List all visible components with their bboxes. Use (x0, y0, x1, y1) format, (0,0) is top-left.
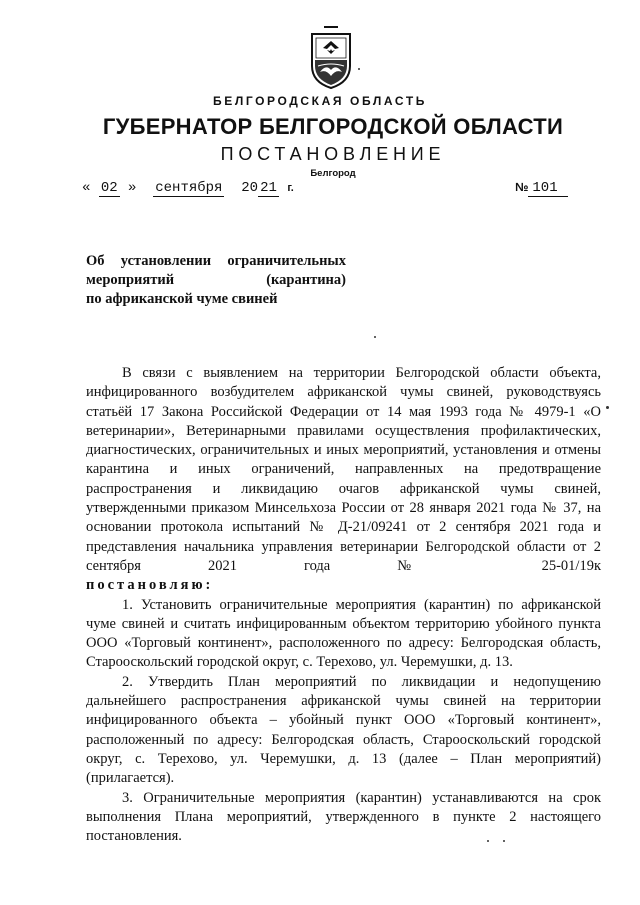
document-body (86, 364, 601, 846)
item-2-paragraph: 2. Утвердить План мероприятий по ликвидации и недопущению дальнейшего распространения африканской чумы свиней на территории инфицированного объекта – убойный пункт ООО «Торговый континент», расположенный по адресу: Белгородская область, Старооскольский городской округ, с. Терехово, ул. Черемушки, д. 13 (далее – План мероприятий) (прилагается). (86, 673, 601, 787)
decree-word: постановляю: (86, 577, 214, 594)
subject-line-2: мероприятий (карантина) (86, 272, 346, 288)
date-month: сентября (155, 180, 223, 196)
date-open-quote: « (82, 180, 91, 196)
number-value: 101 (528, 180, 567, 197)
city-name: Белгород (310, 168, 356, 179)
date-close-quote: » (128, 180, 137, 196)
scan-mark (374, 336, 376, 338)
document-date (82, 180, 294, 196)
date-year-abbr: г. (287, 182, 294, 194)
date-year-prefix: 20 (241, 180, 259, 196)
crown-mark (324, 26, 338, 32)
number-prefix: № (515, 180, 529, 194)
date-year-suffix: 21 (260, 180, 277, 196)
preamble-paragraph: В связи с выявлением на территории Белгородской области объекта, инфицированного возбудителем африканской чумы свиней, руководствуясь статьёй 17 Закона Российской Федерации от 14 мая 1993 года № 4979-1 «О ветеринарии», Ветеринарными правилами осуществления профилактических, диагностических, ограничительных и иных мероприятий, установления и отмены карантина и иных ограничений, направленных на предотвращение распространения и ликвидацию очагов африканской чумы свиней, утвержденными приказом Минсельхоза России от 28 января 2021 года № 37, на основании протокола испытаний № Д-21/09241 от 2 сентября 2021 года и представления начальника управления ветеринарии Белгородской области от 2 сентября 2021 года № 25-01/19к (86, 365, 601, 574)
document-type: ПОСТАНОВЛЕНИЕ (220, 144, 446, 164)
scan-mark (606, 406, 609, 409)
coat-of-arms-emblem (306, 30, 356, 90)
scan-mark (503, 840, 505, 842)
item-3-paragraph: 3. Ограничительные мероприятия (карантин) устанавливаются на срок выполнения Плана мероприятий, утвержденного в пункте 2 настоящего постановления. (86, 789, 601, 845)
subject-line-3: по африканской чуме свиней (86, 291, 278, 307)
scan-mark (358, 68, 360, 70)
region-name: БЕЛГОРОДСКАЯ ОБЛАСТЬ (213, 94, 427, 108)
document-subject (86, 252, 346, 309)
scan-mark (487, 840, 489, 842)
document-number (515, 180, 568, 196)
item-1-paragraph: 1. Установить ограничительные мероприятия (карантин) по африканской чуме свиней и считать инфицированным объектом территорию убойного пункта ООО «Торговый континент», расположенного по адресу: Белгородская область, Старооскольский городской округ, с. Терехово, ул. Черемушки, д. 13. (86, 596, 601, 671)
governor-title: ГУБЕРНАТОР БЕЛГОРОДСКОЙ ОБЛАСТИ (102, 114, 564, 139)
date-day: 02 (100, 180, 118, 196)
subject-line-1: Об установлении ограничительных (86, 253, 346, 269)
